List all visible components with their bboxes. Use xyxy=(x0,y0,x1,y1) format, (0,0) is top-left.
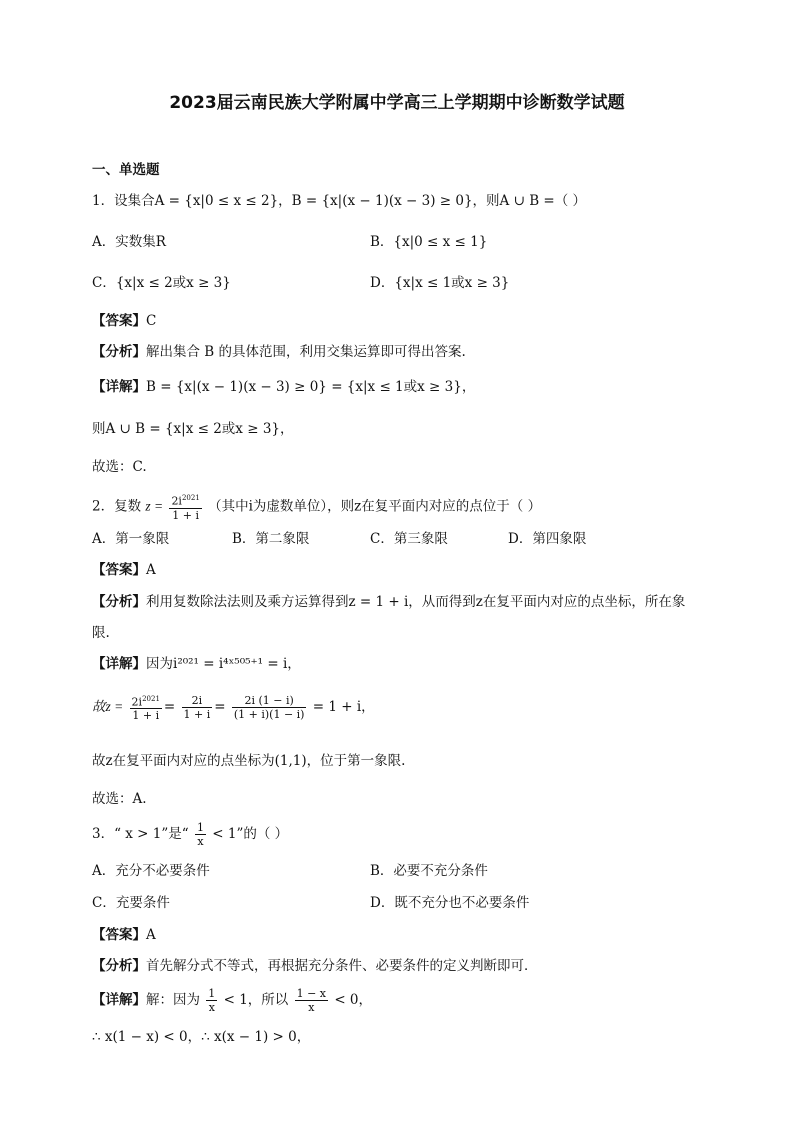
q2-detail-f2-den: 1 + i xyxy=(183,708,211,721)
q3-fraction xyxy=(195,821,206,848)
answer-tag: 【答案】 xyxy=(92,562,146,578)
q3-option-a: A．充分不必要条件 xyxy=(92,863,210,879)
analysis-tag: 【分析】 xyxy=(92,958,146,974)
q2-answer-line xyxy=(92,560,156,580)
q3-detail-end: < 0， xyxy=(334,992,373,1008)
q2-analysis-line xyxy=(92,592,685,612)
q2-detail-2-end: = 1 + i， xyxy=(312,699,375,715)
q2-option-d: D．第四象限 xyxy=(508,531,587,547)
q1-detail-1: B = {x|(x − 1)(x − 3) ≥ 0} = {x|x ≤ 1或x ≥ 3}， xyxy=(146,379,476,395)
q3-detail-pre: 解：因为 xyxy=(146,992,200,1008)
answer-tag: 【答案】 xyxy=(92,927,146,943)
q2-analysis-1: 利用复数除法法则及乘方运算得到z = 1 + i，从而得到z在复平面内对应的点坐标，所在象 xyxy=(146,594,686,610)
q3-answer-line xyxy=(92,925,156,945)
answer-tag: 【答案】 xyxy=(92,313,146,329)
q3-stem-post: < 1”的（ ） xyxy=(212,826,289,842)
q1-option-a: A．实数集R xyxy=(92,234,166,250)
q1-stem: 1．设集合A = {x|0 ≤ x ≤ 2}，B = {x|(x − 1)(x − 3) ≥ 0}，则A ∪ B =（ ） xyxy=(92,193,587,209)
q2-detail-f1-exp: 2021 xyxy=(142,694,160,703)
q2-z-eq: z = xyxy=(145,498,164,514)
document-title: 2023届云南民族大学附属中学高三上学期期中诊断数学试题 xyxy=(169,93,625,113)
q2-option-a: A．第一象限 xyxy=(92,531,170,547)
q1-conclusion: 故选：C. xyxy=(92,459,147,475)
q1-answer-line xyxy=(92,311,156,331)
q1-option-c: C．{x|x ≤ 2或x ≥ 3} xyxy=(92,275,231,291)
q1-analysis: 解出集合 B 的具体范围，利用交集运算即可得出答案. xyxy=(146,344,466,360)
q3-answer: A xyxy=(146,927,156,943)
q2-analysis-2: 限. xyxy=(92,625,110,641)
q1-analysis-line xyxy=(92,342,466,362)
q2-frac-den: 1 + i xyxy=(172,508,199,522)
q1-option-d: D．{x|x ≤ 1或x ≥ 3} xyxy=(370,275,510,291)
q3-detail-frac-2 xyxy=(295,987,328,1014)
q3-analysis-line xyxy=(92,956,538,976)
q2-detail-f2-num: 2i xyxy=(182,694,213,708)
q3-stem-pre: 3．“ x > 1”是“ xyxy=(92,826,189,842)
q3-option-d: D．既不充分也不必要条件 xyxy=(370,895,530,911)
q2-detail-1: 因为i²⁰²¹ = i⁴ˣ⁵⁰⁵⁺¹ = i， xyxy=(146,656,301,672)
q2-detail-3: 故z在复平面内对应的点坐标为(1,1)，位于第一象限. xyxy=(92,753,406,769)
q3-last-line: ∴ x(1 − x) < 0，∴ x(x − 1) > 0， xyxy=(92,1029,311,1045)
q3-frac-num: 1 xyxy=(196,821,204,834)
q2-conclusion: 故选：A. xyxy=(92,791,147,807)
q3-frac-den: x xyxy=(197,835,204,848)
q2-detail-frac-2 xyxy=(182,694,213,721)
q2-detail-2-prefix: 故z = xyxy=(92,699,124,714)
q3-detail-line xyxy=(92,986,372,1014)
detail-tag: 【详解】 xyxy=(92,379,146,395)
q2-detail-f3-den: (1 + i)(1 − i) xyxy=(233,708,305,721)
q2-detail-2: 故z = $\frac{2i^{2021}}{1 + i}$ = $\frac{2i}{1 + i}$ = $\frac{2i (1 - i)}{(1 + i)(1 - i)}$ = 1 + i， xyxy=(92,694,375,723)
q3-detail-f2-num: 1 − x xyxy=(296,987,327,1000)
q2-detail-f1-den: 1 + i xyxy=(132,709,160,723)
detail-tag: 【详解】 xyxy=(92,656,146,672)
q1-answer: C xyxy=(146,313,157,329)
q2-answer: A xyxy=(146,562,156,578)
q1-option-b: B．{x|0 ≤ x ≤ 1} xyxy=(370,234,488,250)
q2-stem xyxy=(92,492,541,522)
analysis-tag: 【分析】 xyxy=(92,594,146,610)
q2-option-c: C．第三象限 xyxy=(370,531,448,547)
q3-option-c: C．充要条件 xyxy=(92,895,170,911)
q2-frac-num: 2i xyxy=(171,494,182,508)
q3-option-b: B．必要不充分条件 xyxy=(370,863,488,879)
q2-frac-exp: 2021 xyxy=(181,494,200,502)
q2-option-b: B．第二象限 xyxy=(232,531,310,547)
analysis-tag: 【分析】 xyxy=(92,344,146,360)
section-heading: 一、单选题 xyxy=(92,162,160,178)
q3-detail-f1-den: x xyxy=(208,1001,215,1014)
q2-detail-frac-1 xyxy=(130,693,162,723)
q3-detail-f2-den: x xyxy=(308,1001,315,1014)
q2-detail-line xyxy=(92,654,301,674)
q2-detail-f3-num: 2i (1 − i) xyxy=(232,694,307,708)
q3-detail-mid: < 1，所以 xyxy=(223,992,289,1008)
q2-number: 2．复数 xyxy=(92,498,142,515)
detail-tag: 【详解】 xyxy=(92,992,146,1008)
q2-stem-rest: （其中i为虚数单位），则z在复平面内对应的点位于（ ） xyxy=(208,498,542,515)
q2-detail-f1-num: 2i xyxy=(131,695,143,709)
q1-detail-line xyxy=(92,377,475,397)
q1-detail-2: 则A ∪ B = {x|x ≤ 2或x ≥ 3}， xyxy=(92,421,294,437)
q2-detail-frac-3 xyxy=(232,694,307,721)
q3-analysis: 首先解分式不等式，再根据充分条件、必要条件的定义判断即可． xyxy=(146,958,538,974)
q3-detail-frac-1 xyxy=(206,987,217,1014)
q3-stem xyxy=(92,820,288,848)
q3-detail-f1-num: 1 xyxy=(208,987,216,1000)
q2-fraction xyxy=(169,492,201,522)
